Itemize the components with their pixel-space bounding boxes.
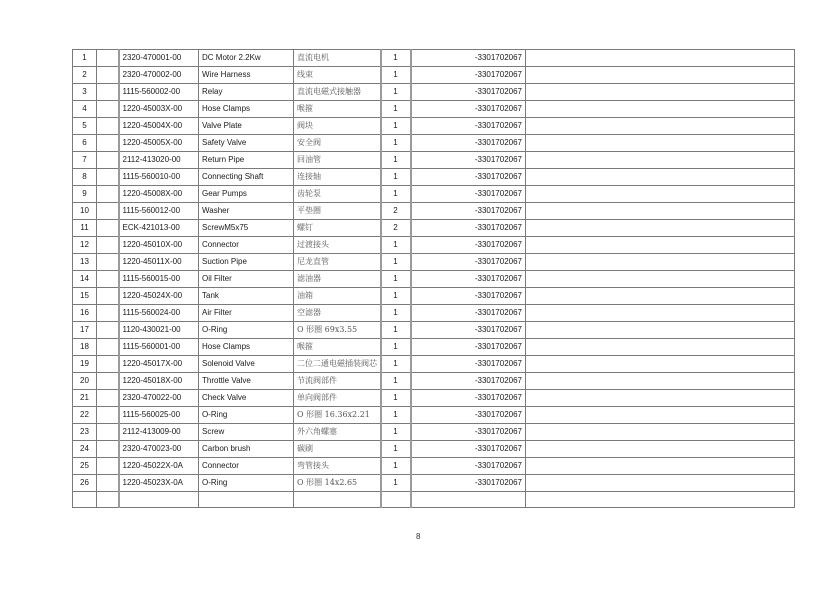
code-cell: -3301702067	[411, 237, 526, 254]
quantity-cell: 1	[381, 339, 411, 356]
row-number-cell: 3	[73, 84, 97, 101]
table-row	[73, 458, 795, 475]
part-name-english-cell: ScrewM5x75	[199, 220, 294, 237]
quantity-cell: 1	[381, 101, 411, 118]
part-number-cell: 1220-45017X-00	[119, 356, 199, 373]
table-row	[73, 254, 795, 271]
remark-cell	[526, 101, 795, 118]
row-number-cell: 7	[73, 152, 97, 169]
blank-cell-cell	[97, 101, 119, 118]
remark-cell	[526, 169, 795, 186]
row-number-cell: 11	[73, 220, 97, 237]
row-number-cell: 24	[73, 441, 97, 458]
part-name-chinese-cell	[294, 492, 381, 508]
code-cell: -3301702067	[411, 135, 526, 152]
row-number-cell: 17	[73, 322, 97, 339]
row-number-cell: 14	[73, 271, 97, 288]
part-name-chinese-cell: 喉箍	[294, 101, 381, 118]
code-cell: -3301702067	[411, 441, 526, 458]
row-number-cell: 16	[73, 305, 97, 322]
part-name-english-cell: Tank	[199, 288, 294, 305]
part-name-english-cell: DC Motor 2.2Kw	[199, 50, 294, 67]
row-number-cell	[73, 492, 97, 508]
row-number-cell: 9	[73, 186, 97, 203]
blank-cell-cell	[97, 288, 119, 305]
code-cell: -3301702067	[411, 220, 526, 237]
part-name-chinese-cell: 齿轮泵	[294, 186, 381, 203]
part-number-cell: 1115-560025-00	[119, 407, 199, 424]
table-row	[73, 492, 795, 508]
part-name-english-cell: Check Valve	[199, 390, 294, 407]
part-name-chinese-cell: O 形圈 69x3.55	[294, 322, 381, 339]
remark-cell	[526, 271, 795, 288]
row-number-cell: 13	[73, 254, 97, 271]
part-name-chinese-cell: O 形圈 16.36x2.21	[294, 407, 381, 424]
table-row	[73, 84, 795, 101]
blank-cell-cell	[97, 203, 119, 220]
blank-cell-cell	[97, 118, 119, 135]
part-number-cell	[119, 492, 199, 508]
remark-cell	[526, 373, 795, 390]
code-cell: -3301702067	[411, 424, 526, 441]
row-number-cell: 23	[73, 424, 97, 441]
quantity-cell: 1	[381, 322, 411, 339]
quantity-cell: 2	[381, 220, 411, 237]
table-row	[73, 288, 795, 305]
part-name-english-cell: Hose Clamps	[199, 339, 294, 356]
part-name-english-cell: Screw	[199, 424, 294, 441]
table-row	[73, 118, 795, 135]
part-number-cell: 1220-45023X-0A	[119, 475, 199, 492]
table-row	[73, 424, 795, 441]
part-number-cell: 1115-560002-00	[119, 84, 199, 101]
part-number-cell: 1120-430021-00	[119, 322, 199, 339]
part-name-chinese-cell: 节流阀部件	[294, 373, 381, 390]
quantity-cell: 1	[381, 169, 411, 186]
code-cell: -3301702067	[411, 186, 526, 203]
table-row	[73, 390, 795, 407]
part-number-cell: 1220-45018X-00	[119, 373, 199, 390]
code-cell: -3301702067	[411, 407, 526, 424]
row-number-cell: 15	[73, 288, 97, 305]
part-name-english-cell: Air Filter	[199, 305, 294, 322]
table-row	[73, 152, 795, 169]
table-row	[73, 475, 795, 492]
row-number-cell: 25	[73, 458, 97, 475]
part-name-chinese-cell: 回油管	[294, 152, 381, 169]
row-number-cell: 4	[73, 101, 97, 118]
blank-cell-cell	[97, 67, 119, 84]
part-number-cell: 2320-470023-00	[119, 441, 199, 458]
blank-cell-cell	[97, 492, 119, 508]
part-number-cell: 1220-45005X-00	[119, 135, 199, 152]
part-name-english-cell: Connector	[199, 458, 294, 475]
part-name-english-cell: Wire Harness	[199, 67, 294, 84]
part-number-cell: 1115-560012-00	[119, 203, 199, 220]
blank-cell-cell	[97, 356, 119, 373]
table-row	[73, 50, 795, 67]
row-number-cell: 20	[73, 373, 97, 390]
part-number-cell: 1115-560024-00	[119, 305, 199, 322]
table-row	[73, 305, 795, 322]
part-name-chinese-cell: 喉箍	[294, 339, 381, 356]
code-cell: -3301702067	[411, 203, 526, 220]
part-name-english-cell: Hose Clamps	[199, 101, 294, 118]
table-row	[73, 271, 795, 288]
part-name-english-cell: Suction Pipe	[199, 254, 294, 271]
quantity-cell: 1	[381, 458, 411, 475]
part-name-chinese-cell: 线束	[294, 67, 381, 84]
part-name-english-cell: Throttle Valve	[199, 373, 294, 390]
quantity-cell: 1	[381, 135, 411, 152]
table-row	[73, 186, 795, 203]
table-row	[73, 322, 795, 339]
quantity-cell: 1	[381, 118, 411, 135]
remark-cell	[526, 322, 795, 339]
quantity-cell: 1	[381, 186, 411, 203]
blank-cell-cell	[97, 339, 119, 356]
remark-cell	[526, 305, 795, 322]
code-cell: -3301702067	[411, 288, 526, 305]
row-number-cell: 21	[73, 390, 97, 407]
blank-cell-cell	[97, 152, 119, 169]
part-name-chinese-cell: 过渡接头	[294, 237, 381, 254]
code-cell: -3301702067	[411, 475, 526, 492]
part-number-cell: 1220-45024X-00	[119, 288, 199, 305]
part-name-chinese-cell: 阀块	[294, 118, 381, 135]
part-name-chinese-cell: 油箱	[294, 288, 381, 305]
quantity-cell: 1	[381, 152, 411, 169]
table-row	[73, 101, 795, 118]
blank-cell-cell	[97, 271, 119, 288]
part-name-english-cell: Connector	[199, 237, 294, 254]
part-number-cell: 1220-45010X-00	[119, 237, 199, 254]
table-row	[73, 441, 795, 458]
row-number-cell: 2	[73, 67, 97, 84]
blank-cell-cell	[97, 237, 119, 254]
blank-cell-cell	[97, 169, 119, 186]
blank-cell-cell	[97, 441, 119, 458]
blank-cell-cell	[97, 458, 119, 475]
table-row	[73, 135, 795, 152]
remark-cell	[526, 356, 795, 373]
part-name-english-cell: O-Ring	[199, 322, 294, 339]
part-number-cell: 1220-45004X-00	[119, 118, 199, 135]
row-number-cell: 18	[73, 339, 97, 356]
remark-cell	[526, 339, 795, 356]
part-name-chinese-cell: 连接轴	[294, 169, 381, 186]
quantity-cell: 1	[381, 271, 411, 288]
remark-cell	[526, 67, 795, 84]
remark-cell	[526, 492, 795, 508]
blank-cell-cell	[97, 220, 119, 237]
remark-cell	[526, 237, 795, 254]
part-number-cell: 1220-45003X-00	[119, 101, 199, 118]
table-row	[73, 67, 795, 84]
part-name-english-cell: Connecting Shaft	[199, 169, 294, 186]
quantity-cell: 2	[381, 203, 411, 220]
part-number-cell: 2320-470022-00	[119, 390, 199, 407]
part-number-cell: 1220-45011X-00	[119, 254, 199, 271]
remark-cell	[526, 458, 795, 475]
remark-cell	[526, 220, 795, 237]
remark-cell	[526, 475, 795, 492]
part-name-chinese-cell: 尼龙直管	[294, 254, 381, 271]
remark-cell	[526, 424, 795, 441]
row-number-cell: 5	[73, 118, 97, 135]
part-number-cell: 2320-470002-00	[119, 67, 199, 84]
parts-list-table	[72, 49, 795, 508]
part-name-chinese-cell: 螺钉	[294, 220, 381, 237]
part-name-chinese-cell: 单向阀部件	[294, 390, 381, 407]
remark-cell	[526, 407, 795, 424]
quantity-cell: 1	[381, 390, 411, 407]
blank-cell-cell	[97, 305, 119, 322]
code-cell: -3301702067	[411, 84, 526, 101]
row-number-cell: 22	[73, 407, 97, 424]
part-name-english-cell: O-Ring	[199, 475, 294, 492]
part-number-cell: 1220-45022X-0A	[119, 458, 199, 475]
remark-cell	[526, 135, 795, 152]
part-number-cell: 2112-413020-00	[119, 152, 199, 169]
part-name-chinese-cell: 碳刷	[294, 441, 381, 458]
remark-cell	[526, 441, 795, 458]
blank-cell-cell	[97, 186, 119, 203]
code-cell	[411, 492, 526, 508]
code-cell: -3301702067	[411, 101, 526, 118]
code-cell: -3301702067	[411, 50, 526, 67]
quantity-cell	[381, 492, 411, 508]
part-name-chinese-cell: 直流电机	[294, 50, 381, 67]
part-name-english-cell: Relay	[199, 84, 294, 101]
blank-cell-cell	[97, 84, 119, 101]
code-cell: -3301702067	[411, 305, 526, 322]
part-number-cell: 2112-413009-00	[119, 424, 199, 441]
remark-cell	[526, 50, 795, 67]
part-number-cell: 1115-560010-00	[119, 169, 199, 186]
part-name-english-cell	[199, 492, 294, 508]
part-name-english-cell: Oil Filter	[199, 271, 294, 288]
code-cell: -3301702067	[411, 152, 526, 169]
blank-cell-cell	[97, 50, 119, 67]
remark-cell	[526, 203, 795, 220]
code-cell: -3301702067	[411, 254, 526, 271]
parts-table-body	[73, 50, 795, 508]
blank-cell-cell	[97, 254, 119, 271]
part-name-chinese-cell: 二位二通电磁插装阀芯	[294, 356, 381, 373]
table-row	[73, 407, 795, 424]
row-number-cell: 1	[73, 50, 97, 67]
part-name-english-cell: Safety Valve	[199, 135, 294, 152]
blank-cell-cell	[97, 390, 119, 407]
table-row	[73, 356, 795, 373]
blank-cell-cell	[97, 135, 119, 152]
part-number-cell: 2320-470001-00	[119, 50, 199, 67]
row-number-cell: 26	[73, 475, 97, 492]
blank-cell-cell	[97, 475, 119, 492]
code-cell: -3301702067	[411, 356, 526, 373]
quantity-cell: 1	[381, 356, 411, 373]
table-row	[73, 237, 795, 254]
code-cell: -3301702067	[411, 271, 526, 288]
part-name-chinese-cell: 平垫圈	[294, 203, 381, 220]
row-number-cell: 12	[73, 237, 97, 254]
part-name-english-cell: Washer	[199, 203, 294, 220]
code-cell: -3301702067	[411, 458, 526, 475]
table-row	[73, 220, 795, 237]
remark-cell	[526, 390, 795, 407]
part-name-chinese-cell: 外六角螺塞	[294, 424, 381, 441]
part-number-cell: ECK-421013-00	[119, 220, 199, 237]
blank-cell-cell	[97, 373, 119, 390]
part-name-chinese-cell: 滤油器	[294, 271, 381, 288]
part-name-english-cell: Solenoid Valve	[199, 356, 294, 373]
table-row	[73, 339, 795, 356]
part-name-english-cell: O-Ring	[199, 407, 294, 424]
row-number-cell: 19	[73, 356, 97, 373]
part-name-chinese-cell: 安全阀	[294, 135, 381, 152]
table-row	[73, 203, 795, 220]
part-number-cell: 1115-560015-00	[119, 271, 199, 288]
part-name-english-cell: Carbon brush	[199, 441, 294, 458]
row-number-cell: 8	[73, 169, 97, 186]
remark-cell	[526, 152, 795, 169]
remark-cell	[526, 84, 795, 101]
part-name-chinese-cell: 弯管接头	[294, 458, 381, 475]
quantity-cell: 1	[381, 475, 411, 492]
table-row	[73, 169, 795, 186]
quantity-cell: 1	[381, 373, 411, 390]
quantity-cell: 1	[381, 288, 411, 305]
quantity-cell: 1	[381, 254, 411, 271]
row-number-cell: 10	[73, 203, 97, 220]
part-number-cell: 1115-560001-00	[119, 339, 199, 356]
part-name-chinese-cell: 空滤器	[294, 305, 381, 322]
table-row	[73, 373, 795, 390]
quantity-cell: 1	[381, 237, 411, 254]
quantity-cell: 1	[381, 441, 411, 458]
part-name-english-cell: Return Pipe	[199, 152, 294, 169]
page-number: 8	[416, 532, 421, 541]
code-cell: -3301702067	[411, 373, 526, 390]
part-name-chinese-cell: O 形圈 14x2.65	[294, 475, 381, 492]
remark-cell	[526, 186, 795, 203]
blank-cell-cell	[97, 424, 119, 441]
quantity-cell: 1	[381, 424, 411, 441]
part-name-english-cell: Valve Plate	[199, 118, 294, 135]
quantity-cell: 1	[381, 67, 411, 84]
quantity-cell: 1	[381, 305, 411, 322]
remark-cell	[526, 288, 795, 305]
part-number-cell: 1220-45008X-00	[119, 186, 199, 203]
code-cell: -3301702067	[411, 339, 526, 356]
blank-cell-cell	[97, 407, 119, 424]
remark-cell	[526, 118, 795, 135]
quantity-cell: 1	[381, 50, 411, 67]
part-name-chinese-cell: 直流电磁式接触器	[294, 84, 381, 101]
blank-cell-cell	[97, 322, 119, 339]
row-number-cell: 6	[73, 135, 97, 152]
code-cell: -3301702067	[411, 390, 526, 407]
quantity-cell: 1	[381, 407, 411, 424]
code-cell: -3301702067	[411, 67, 526, 84]
code-cell: -3301702067	[411, 322, 526, 339]
quantity-cell: 1	[381, 84, 411, 101]
remark-cell	[526, 254, 795, 271]
part-name-english-cell: Gear Pumps	[199, 186, 294, 203]
code-cell: -3301702067	[411, 169, 526, 186]
code-cell: -3301702067	[411, 118, 526, 135]
